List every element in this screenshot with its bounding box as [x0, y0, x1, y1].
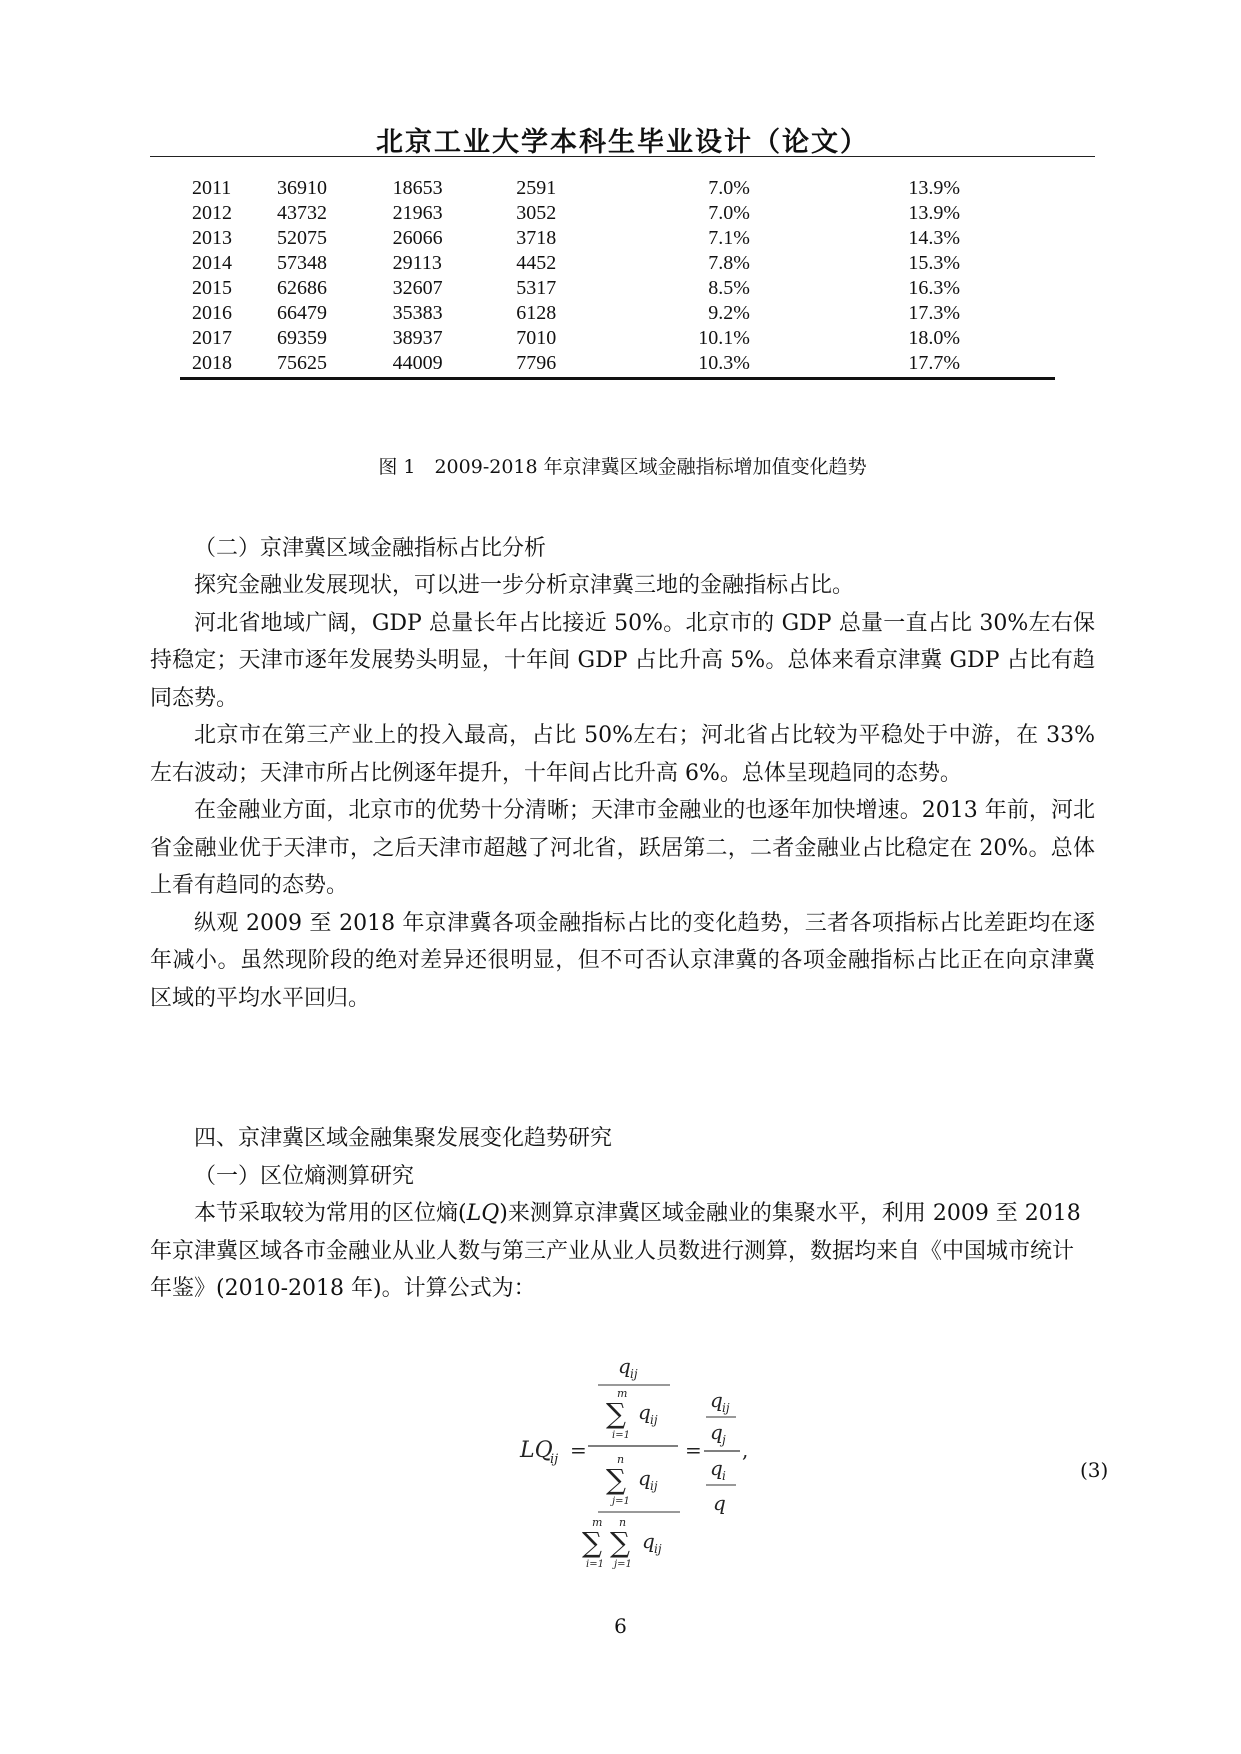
section-4 [150, 1120, 1095, 1308]
table-cell: 14.3% [908, 227, 960, 249]
formula-equals: = [570, 1438, 587, 1462]
section-2-heading: （二）京津冀区域金融指标占比分析 [194, 536, 547, 561]
table-cell: 26066 [392, 227, 443, 249]
section-2-body [150, 567, 1095, 1017]
paragraph-text-after: )来测算京津冀区域金融业的集聚水平，利用 2009 至 2018 年京津冀区域各市金融业从业人数与第三产业从业人员数进行测算，数据均来自《中国城市统计年鉴》(2010-2018 年)。计算公式为： [150, 1201, 1081, 1301]
table-cell: 7.0% [708, 202, 750, 224]
table-cell: 2591 [516, 177, 557, 199]
formula-sub: ij [722, 1401, 730, 1415]
formula-q: q [642, 1529, 655, 1553]
table-cell: 13.9% [908, 177, 960, 199]
table-cell: 32607 [392, 277, 443, 299]
table-cell: 2012 [192, 202, 232, 224]
formula-lhs-sub: ij [550, 1452, 559, 1467]
table-cell: 36910 [277, 177, 328, 199]
table-cell: 2018 [192, 352, 232, 374]
table-cell: 69359 [277, 327, 328, 349]
table-cell: 17.3% [908, 302, 960, 324]
header-rule [150, 156, 1095, 157]
section-2-paragraph: 在金融业方面，北京市的优势十分清晰；天津市金融业的也逐年加快增速。2013 年前，河北省金融业优于天津市，之后天津市超越了河北省，跃居第二，二者金融业占比稳定在 20%。总体上看有趋同的态势。 [150, 798, 1095, 898]
table-cell: 13.9% [908, 202, 960, 224]
sum-upper: m [617, 1387, 628, 1400]
section-2 [150, 530, 1095, 568]
table-row [180, 201, 1055, 226]
table-cell: 2015 [192, 277, 232, 299]
table-bottom-rule [180, 377, 1055, 380]
table-cell: 52075 [277, 227, 328, 249]
lq-symbol: LQ [466, 1201, 500, 1226]
table-row [180, 276, 1055, 301]
formula-q: q [618, 1354, 631, 1378]
table-cell: 6128 [516, 302, 557, 324]
section-4-heading: 四、京津冀区域金融集聚发展变化趋势研究 [194, 1126, 613, 1151]
section-2-paragraph: 探究金融业发展现状，可以进一步分析京津冀三地的金融指标占比。 [194, 573, 855, 598]
section-2-paragraph: 北京市在第三产业上的投入最高，占比 50%左右；河北省占比较为平稳处于中游，在 33%左右波动；天津市所占比例逐年提升，十年间占比升高 6%。总体呈现趋同的态势。 [150, 723, 1095, 786]
sum-upper: n [617, 1453, 625, 1466]
formula-sub: j [722, 1433, 726, 1447]
sum-upper: m [592, 1516, 603, 1529]
table-row [180, 326, 1055, 351]
formula-q: q [710, 1456, 723, 1480]
sigma: ∑ [610, 1526, 630, 1559]
formula-q: q [713, 1491, 726, 1515]
table-cell: 21963 [392, 202, 443, 224]
figure-caption: 图 1 2009-2018 年京津冀区域金融指标增加值变化趋势 [378, 456, 867, 478]
formula-lhs: LQ [520, 1438, 553, 1463]
table-cell: 2014 [192, 252, 232, 274]
formula-sub: i [722, 1469, 726, 1483]
sum-lower: j=1 [614, 1559, 632, 1570]
sigma: ∑ [582, 1526, 602, 1559]
formula-q: q [638, 1466, 651, 1490]
formula-q: q [638, 1400, 651, 1424]
table-cell: 62686 [277, 277, 328, 299]
section-4-subheading: （一）区位熵测算研究 [194, 1163, 415, 1189]
formula-svg [500, 1345, 800, 1595]
formula-equals: = [685, 1438, 702, 1462]
table-cell: 7010 [516, 327, 557, 349]
table-cell: 2013 [192, 227, 232, 249]
sigma: ∑ [606, 1397, 626, 1430]
table-cell: 7796 [516, 352, 557, 374]
table-cell: 7.0% [708, 177, 750, 199]
table-cell: 18.0% [908, 327, 960, 349]
table-cell: 17.7% [908, 352, 960, 374]
table-cell: 2017 [192, 327, 232, 349]
table-cell: 7.1% [708, 227, 750, 249]
table-cell: 2016 [192, 302, 232, 324]
table-cell: 35383 [392, 302, 443, 324]
section-4-paragraph [150, 1195, 1095, 1308]
formula-sub: ij [650, 1413, 658, 1427]
table-row [180, 301, 1055, 326]
table-cell: 29113 [392, 252, 442, 274]
table-cell: 8.5% [708, 277, 750, 299]
paragraph-text-before: 本节采取较为常用的区位熵( [194, 1201, 467, 1226]
table-cell: 10.3% [698, 352, 750, 374]
data-table-body [180, 176, 1055, 376]
section-2-paragraph: 纵观 2009 至 2018 年京津冀各项金融指标占比的变化趋势，三者各项指标占比差距均在逐年减小。虽然现阶段的绝对差异还很明显，但不可否认京津冀的各项金融指标占比正在向京津冀区域的平均水平回归。 [150, 910, 1095, 1011]
location-quotient-formula [0, 1345, 1241, 1595]
table-cell: 43732 [277, 202, 328, 224]
table-row [180, 351, 1055, 376]
formula-sub: ij [650, 1479, 658, 1493]
table-cell: 9.2% [708, 302, 750, 324]
table-cell: 18653 [392, 177, 443, 199]
sum-lower: i=1 [612, 1430, 630, 1441]
sum-upper: n [619, 1516, 627, 1529]
formula-number: (3) [1080, 1458, 1109, 1482]
formula-q: q [710, 1388, 723, 1412]
formula-sub: ij [630, 1367, 638, 1381]
page-header-title: 北京工业大学本科生毕业设计（论文） [376, 127, 869, 158]
table-cell: 57348 [277, 252, 328, 274]
table-cell: 75625 [277, 352, 328, 374]
table-cell: 44009 [392, 352, 443, 374]
formula-q: q [710, 1420, 723, 1444]
table-row [180, 226, 1055, 251]
formula-comma: , [742, 1438, 749, 1462]
table-cell: 3718 [516, 227, 557, 249]
table-cell: 15.3% [908, 252, 960, 274]
table-cell: 10.1% [698, 327, 750, 349]
table-row [180, 251, 1055, 276]
table-row [180, 176, 1055, 201]
sigma: ∑ [606, 1463, 626, 1496]
table-cell: 3052 [516, 202, 557, 224]
sum-lower: j=1 [612, 1496, 630, 1507]
table-cell: 5317 [516, 277, 557, 299]
table-cell: 16.3% [908, 277, 960, 299]
table-cell: 4452 [516, 252, 557, 274]
table-cell: 38937 [392, 327, 443, 349]
data-table [180, 176, 1055, 376]
sum-lower: i=1 [586, 1559, 604, 1570]
table-cell: 7.8% [708, 252, 750, 274]
section-2-paragraph: 河北省地域广阔，GDP 总量长年占比接近 50%。北京市的 GDP 总量一直占比 30%左右保持稳定；天津市逐年发展势头明显，十年间 GDP 占比升高 5%。总体来看京津冀 GDP 占比有趋同态势。 [150, 610, 1095, 711]
page-number: 6 [614, 1614, 627, 1638]
formula-sub: ij [654, 1542, 662, 1556]
table-cell: 2011 [192, 177, 232, 199]
table-cell: 66479 [277, 302, 328, 324]
